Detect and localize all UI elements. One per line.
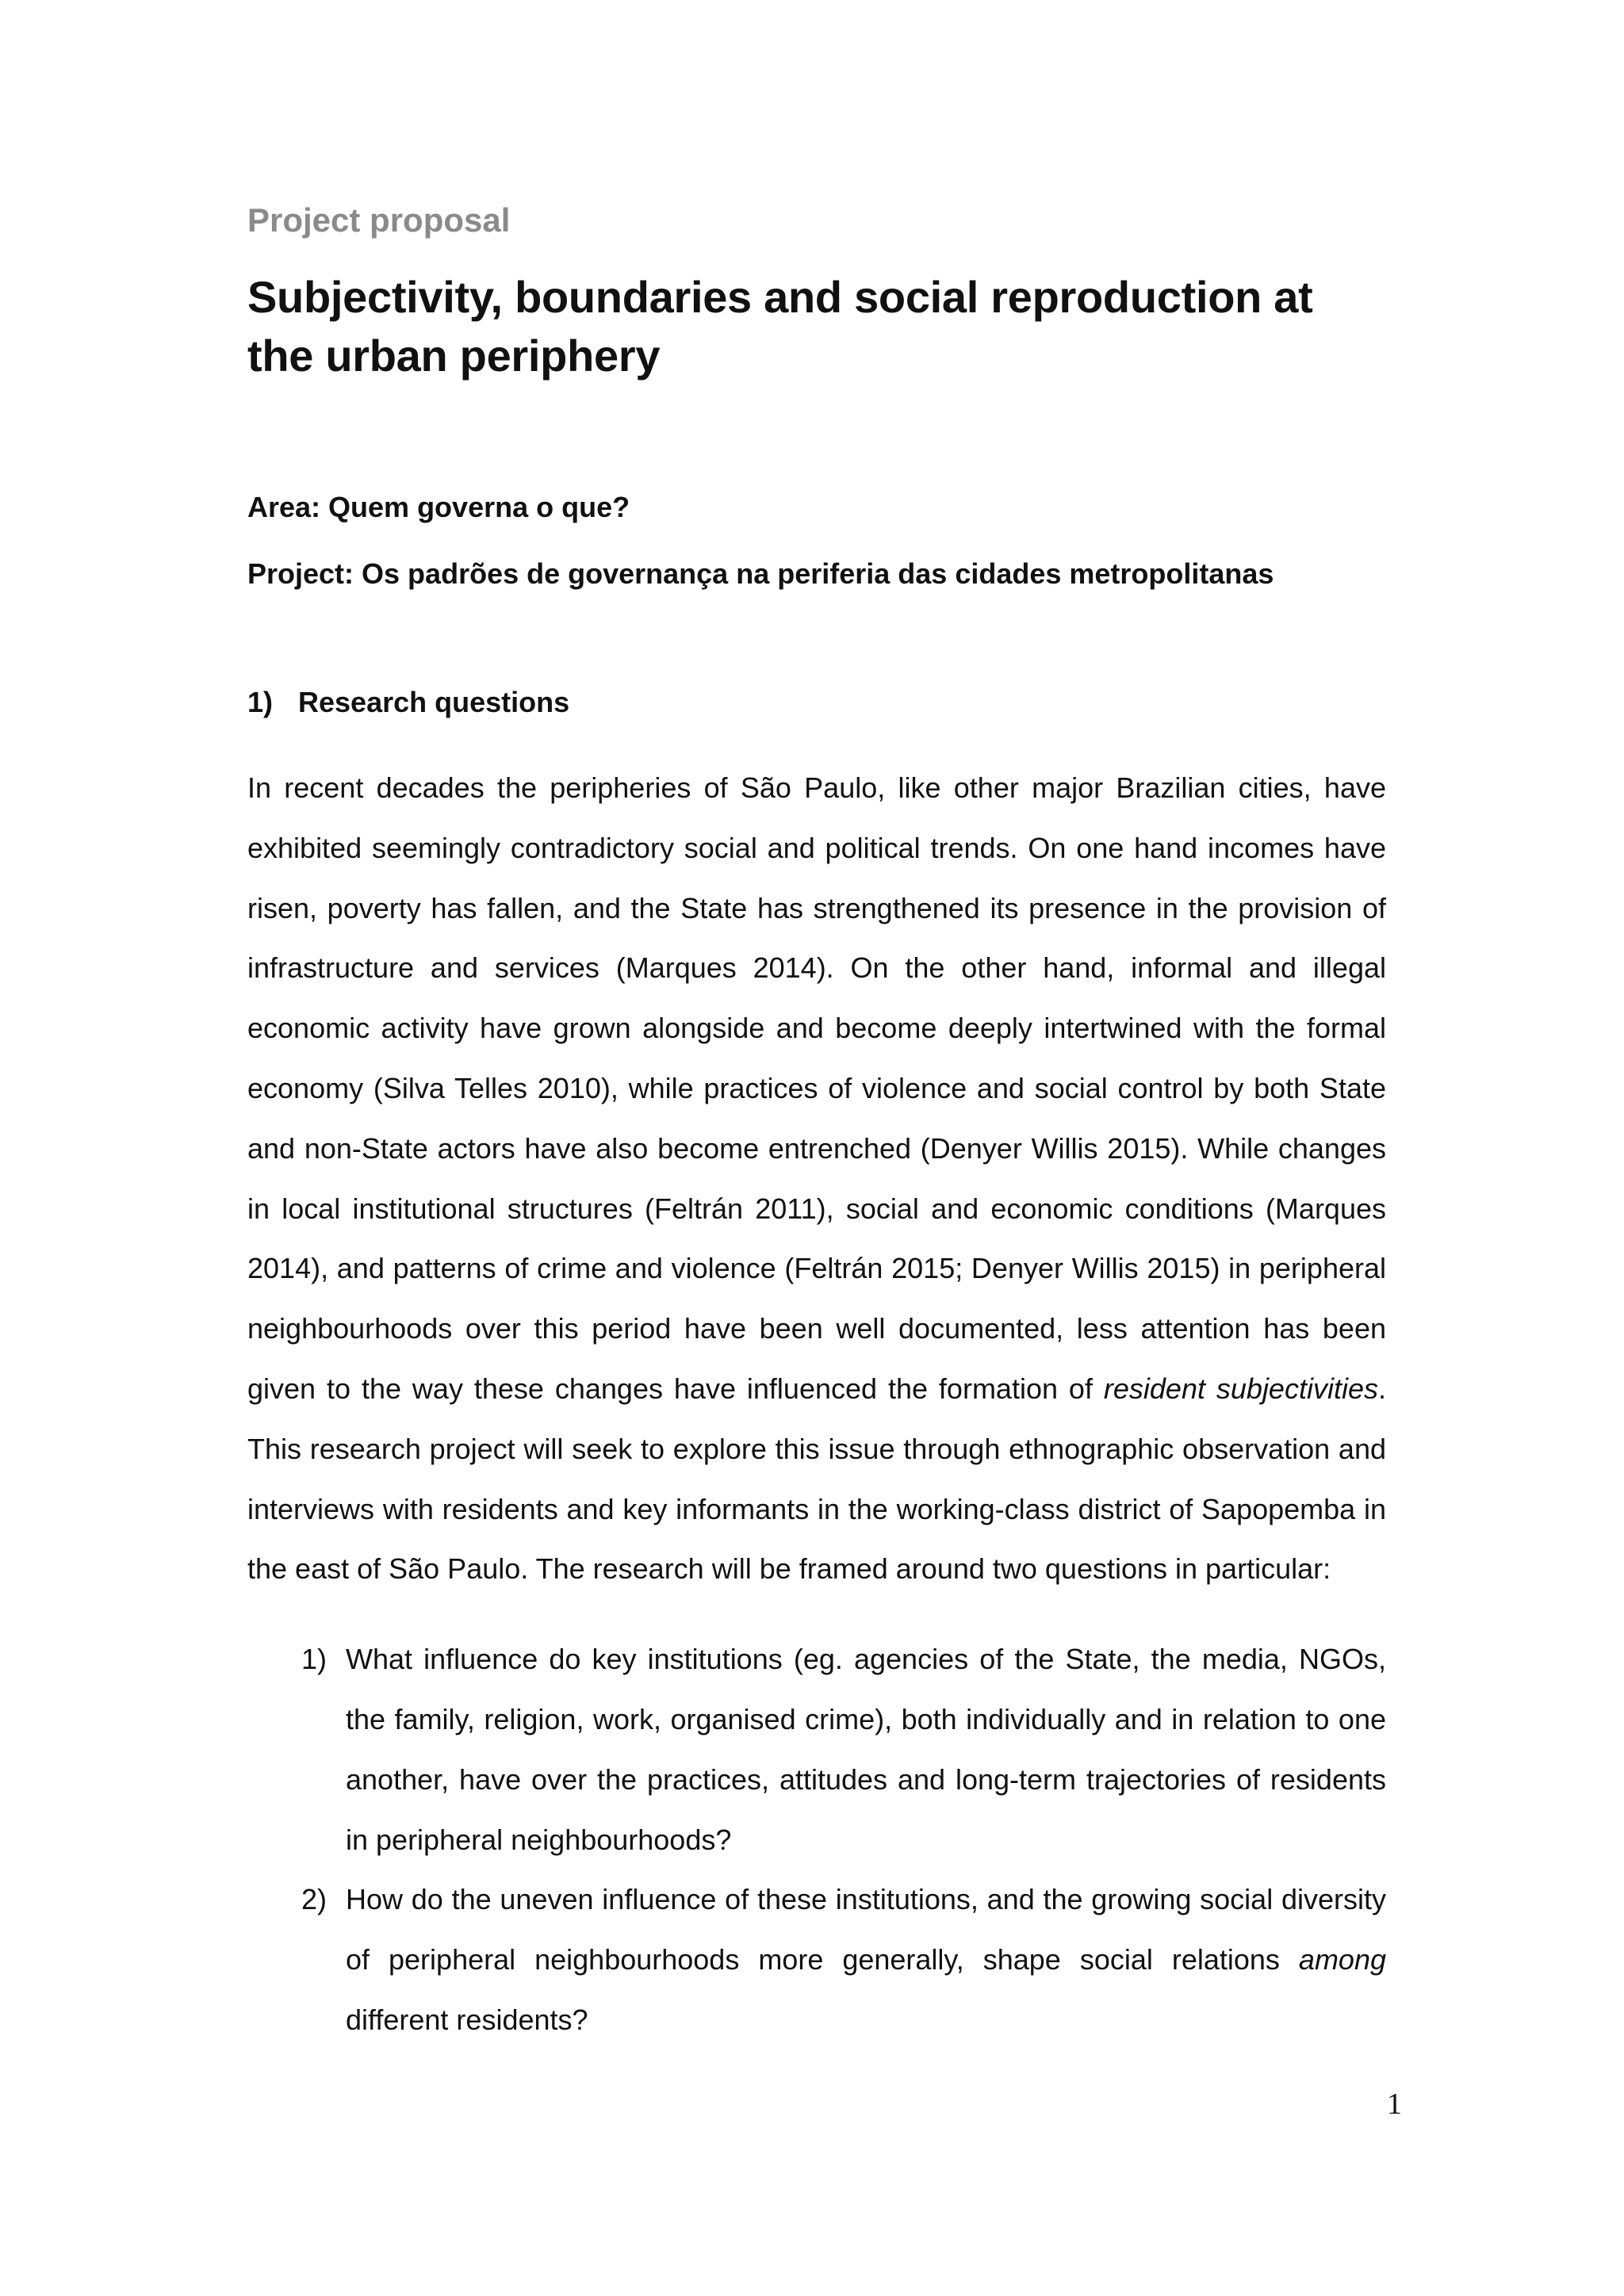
question-number: 1) (301, 1643, 327, 1676)
document-kicker: Project proposal (247, 201, 511, 239)
question-text (346, 1869, 1386, 2049)
list-item (247, 1869, 1386, 2049)
list-item (247, 1629, 1386, 1869)
area-line: Area: Quem governa o que? (247, 491, 630, 523)
question-number: 2) (301, 1883, 327, 1916)
question-text-after: different residents? (346, 2003, 588, 2036)
section-heading (247, 682, 1386, 723)
page-content (247, 195, 1386, 2050)
project-line: Project: Os padrões de governança na periferia das cidades metropolitanas (247, 557, 1274, 590)
section-number: 1) (247, 686, 274, 718)
document-title: Subjectivity, boundaries and social reproduction at the urban periphery (247, 272, 1313, 381)
paragraph-text-part2: . This research project will seek to explore this issue through ethnographic observation and interviews with residents and key informants in the working-class district of Sapopemba in the east of São Paulo. The research will be framed around two questions in particular: (247, 1372, 1386, 1586)
page-number: 1 (1387, 2087, 1402, 2121)
research-questions-list (247, 1629, 1386, 2050)
question-emphasis: among (1298, 1943, 1386, 1976)
question-text-before: How do the uneven influence of these institutions, and the growing social diversity of peripheral neighbourhoods more generally, shape social relations (346, 1883, 1386, 1976)
question-text: What influence do key institutions (eg. agencies of the State, the media, NGOs, the family, religion, work, organised crime), both individually and in relation to one another, have over the practices, attitudes and long-term trajectories of residents in peripheral neighbourhoods? (346, 1643, 1386, 1856)
paragraph-text-part1: In recent decades the peripheries of São Paulo, like other major Brazilian cities, have exhibited seemingly contradictory social and political trends. On one hand incomes have risen, poverty has fallen, and the State has strengthened its presence in the provision of infrastructure and services (Marques 2014). On the other hand, informal and illegal economic activity have grown alongside and become deeply intertwined with the formal economy (Silva Telles 2010), while practices of violence and social control by both State and non-State actors have also become entrenched (Denyer Willis 2015). While changes in local institutional structures (Feltrán 2011), social and economic conditions (Marques 2014), and patterns of crime and violence (Feltrán 2015; Denyer Willis 2015) in peripheral neighbourhoods over this period have been well documented, less attention has been given to the way these changes have influenced the formation of (247, 771, 1386, 1405)
paragraph-emphasis: resident subjectivities (1103, 1372, 1378, 1405)
section-title: Research questions (298, 686, 570, 718)
body-paragraph (247, 758, 1386, 1599)
